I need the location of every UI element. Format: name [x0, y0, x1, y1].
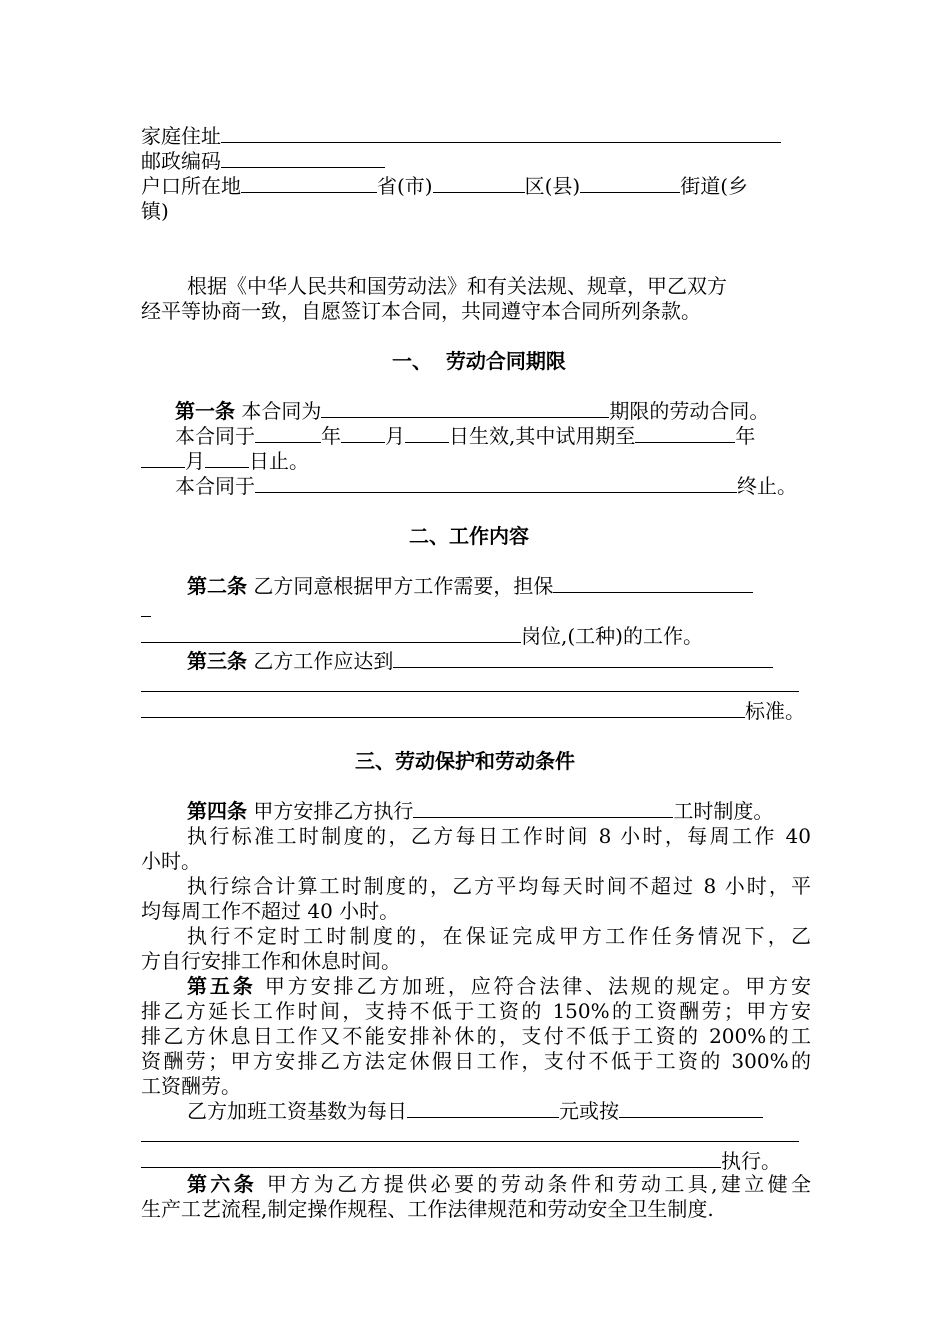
- effective-date-line: [175, 424, 755, 448]
- article-1-label: 第一条: [175, 399, 235, 423]
- termination-condition-blank[interactable]: [255, 475, 737, 493]
- home-address-label: 家庭住址: [141, 124, 221, 148]
- article-6-line-2: 生产工艺流程,制定操作规程、工作法律规范和劳动安全卫生制度.: [141, 1197, 714, 1221]
- overtime-base-cont: [141, 1149, 781, 1173]
- article-4-text-a: 甲方安排乙方执行: [253, 799, 414, 823]
- overtime-method-blank-3[interactable]: [141, 1150, 721, 1168]
- article-5-text-1: 甲方安排乙方加班，应符合法律、法规的规定。甲方安: [264, 974, 812, 998]
- street-label-cont: 镇): [141, 199, 169, 223]
- article-3-cont: [141, 699, 805, 723]
- hukou-line-cont: [141, 199, 169, 223]
- section-1-title: 一、 劳动合同期限: [392, 349, 566, 373]
- contract-term-type-blank[interactable]: [321, 400, 609, 418]
- working-hours-system-blank[interactable]: [413, 800, 673, 818]
- month-label-2: 月: [185, 449, 205, 473]
- hukou-province-blank[interactable]: [241, 175, 377, 193]
- article-1-text-b: 期限的劳动合同。: [609, 399, 770, 423]
- article-3-label: 第三条: [187, 649, 247, 673]
- probation-day-blank[interactable]: [205, 450, 249, 468]
- position-blank-1[interactable]: [553, 575, 753, 593]
- article-2: [187, 574, 753, 598]
- article-4-label: 第四条: [187, 799, 247, 823]
- probation-end-line: [141, 449, 309, 473]
- overtime-text-b: 元或按: [559, 1099, 619, 1123]
- article-2-cont: [141, 624, 703, 648]
- year-label-2: 年: [735, 424, 756, 448]
- hukou-line: [141, 174, 748, 198]
- hukou-street-blank[interactable]: [580, 175, 680, 193]
- article-3-text-b: 标准。: [745, 699, 805, 723]
- province-label: 省(市): [377, 174, 433, 198]
- article-2-text-a: 乙方同意根据甲方工作需要，担保: [253, 574, 554, 598]
- flexible-hours-line-1: 执行不定时工时制度的，在保证完成甲方工作任务情况下，乙: [187, 924, 811, 948]
- termination-line: [175, 474, 797, 498]
- hukou-label: 户口所在地: [141, 174, 241, 198]
- probation-end-text: 日止。: [249, 449, 309, 473]
- article-6-text-1: 甲方为乙方提供必要的劳动条件和劳动工具,建立健全: [266, 1172, 812, 1196]
- article-6-line-1: [187, 1172, 811, 1196]
- overtime-text-end: 执行。: [721, 1149, 781, 1173]
- hukou-district-blank[interactable]: [433, 175, 525, 193]
- article-3: [187, 649, 773, 673]
- month-label: 月: [385, 424, 405, 448]
- article-5-label: 第五条: [187, 974, 256, 998]
- termination-text-a: 本合同于: [175, 474, 255, 498]
- article-3-text-a: 乙方工作应达到: [253, 649, 394, 673]
- article-2-text-b: 岗位,(工种)的工作。: [521, 624, 703, 648]
- home-address-blank[interactable]: [221, 125, 781, 143]
- article-1: [175, 399, 769, 423]
- flexible-hours-line-2: 方自行安排工作和休息时间。: [141, 949, 401, 973]
- standard-hours-line-2: 小时。: [141, 849, 201, 873]
- section-2-title: 二、工作内容: [409, 524, 529, 548]
- overtime-method-blank-2[interactable]: [141, 1141, 799, 1142]
- preamble-line-1: 根据《中华人民共和国劳动法》和有关法规、规章，甲乙双方: [187, 274, 727, 298]
- effective-day-blank[interactable]: [405, 425, 449, 443]
- article-5-line-5: 工资酬劳。: [141, 1074, 241, 1098]
- work-standard-blank-1[interactable]: [393, 650, 773, 668]
- article-1-text-a: 本合同为: [241, 399, 322, 423]
- postal-code-line: [141, 149, 385, 173]
- article-5-line-2: 排乙方延长工作时间，支持不低于工资的 150%的工资酬劳；甲方安: [141, 999, 811, 1023]
- overtime-text-a: 乙方加班工资基数为每日: [187, 1099, 407, 1123]
- probation-month-blank[interactable]: [141, 450, 185, 468]
- comprehensive-hours-line-1: 执行综合计算工时制度的，乙方平均每天时间不超过 8 小时，平: [187, 874, 811, 898]
- postal-code-blank[interactable]: [221, 150, 385, 168]
- home-address-line: [141, 124, 781, 148]
- comprehensive-hours-line-2: 均每周工作不超过 40 小时。: [141, 899, 400, 923]
- work-standard-blank-2[interactable]: [141, 691, 799, 692]
- article-5-line-1: [187, 974, 811, 998]
- article-6-label: 第六条: [187, 1172, 258, 1196]
- postal-code-label: 邮政编码: [141, 149, 221, 173]
- probation-text: 日生效,其中试用期至: [449, 424, 636, 448]
- work-standard-blank-3[interactable]: [141, 700, 745, 718]
- effective-year-blank[interactable]: [255, 425, 321, 443]
- article-2-label: 第二条: [187, 574, 247, 598]
- section-3-title: 三、劳动保护和劳动条件: [355, 749, 575, 773]
- article-5-line-3: 排乙方休息日工作又不能安排补休的，支付不低于工资的 200%的工: [141, 1024, 811, 1048]
- position-blank-2[interactable]: [141, 625, 521, 643]
- probation-year-blank[interactable]: [635, 425, 735, 443]
- effective-text-a: 本合同于: [175, 424, 255, 448]
- overtime-method-blank-1[interactable]: [619, 1100, 763, 1118]
- effective-month-blank[interactable]: [341, 425, 385, 443]
- preamble-line-2: 经平等协商一致，自愿签订本合同，共同遵守本合同所列条款。: [141, 299, 701, 323]
- overtime-daily-amount-blank[interactable]: [407, 1100, 559, 1118]
- standard-hours-line-1: 执行标准工时制度的，乙方每日工作时间 8 小时，每周工作 40: [187, 824, 811, 848]
- overtime-base-line: [187, 1099, 763, 1123]
- street-label: 街道(乡: [680, 174, 749, 198]
- district-label: 区(县): [524, 174, 581, 198]
- year-label: 年: [321, 424, 341, 448]
- article-5-line-4: 资酬劳；甲方安排乙方法定休假日工作，支付不低于工资的 300%的: [141, 1049, 811, 1073]
- article-4: [187, 799, 773, 823]
- position-blank-overflow: [141, 616, 151, 617]
- article-4-text-b: 工时制度。: [673, 799, 774, 823]
- termination-text-b: 终止。: [737, 474, 797, 498]
